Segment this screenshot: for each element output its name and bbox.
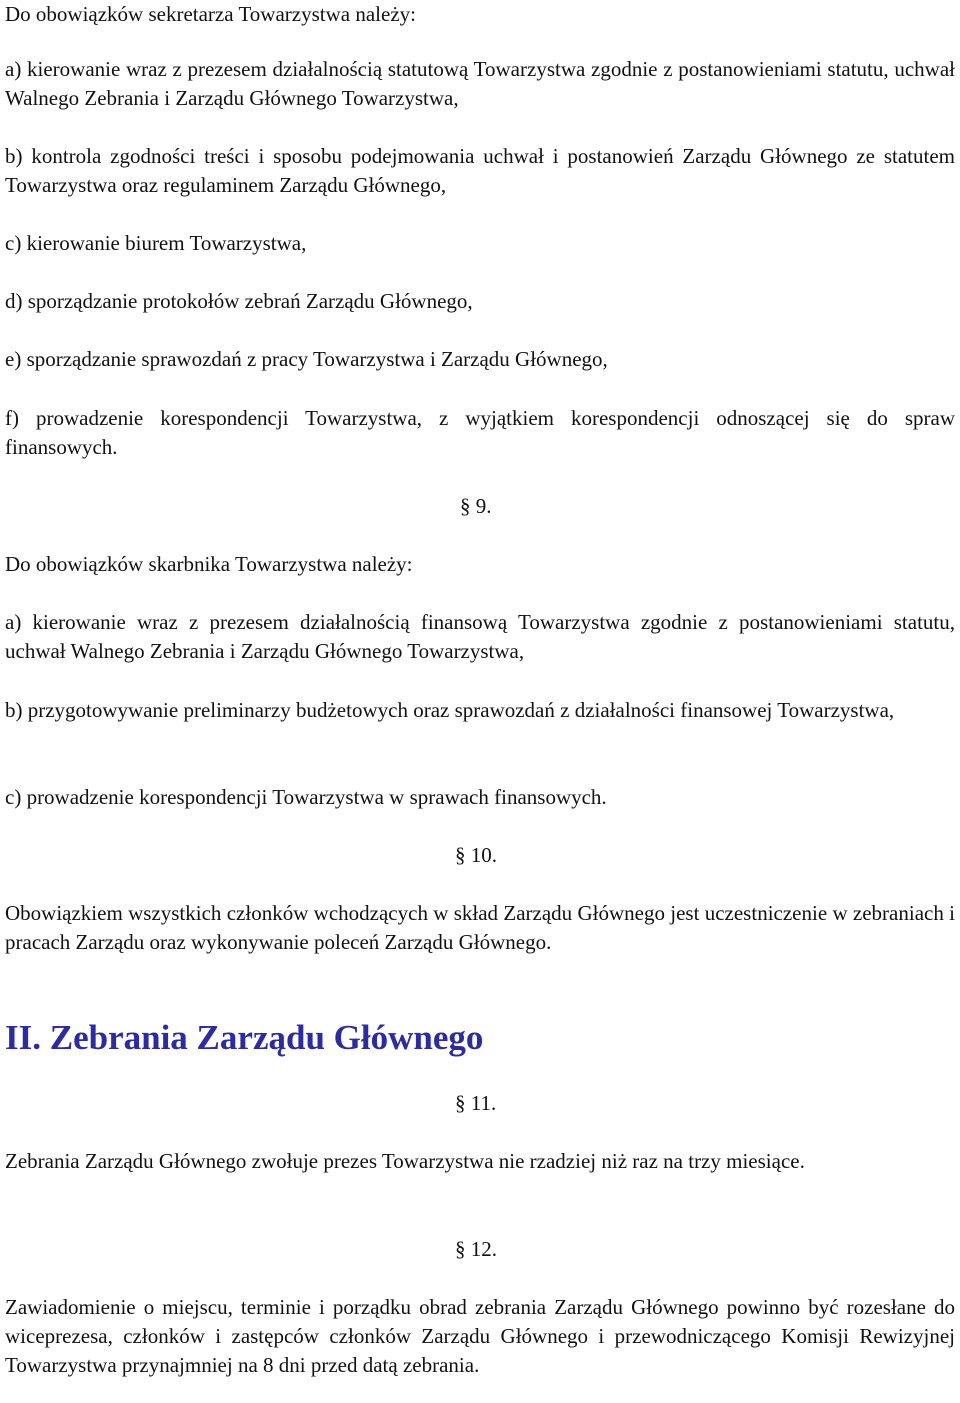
treasurer-duty-a: a) kierowanie wraz z prezesem działalnością finansową Towarzystwa zgodnie z postanowieniami statutu, uchwał Walnego Zebrania i Zarządu Głównego Towarzystwa, bbox=[5, 610, 955, 663]
paragraph-10-sign: § 10. bbox=[455, 843, 497, 867]
secretary-duties-intro: Do obowiązków sekretarza Towarzystwa należy: bbox=[5, 2, 416, 26]
paragraph-10-text: Obowiązkiem wszystkich członków wchodzących w skład Zarządu Głównego jest uczestniczenie w zebraniach i pracach Zarządu oraz wykonywanie poleceń Zarządu Głównego. bbox=[5, 901, 955, 954]
paragraph-12-sign: § 12. bbox=[455, 1237, 497, 1261]
paragraph-9-sign: § 9. bbox=[460, 494, 492, 518]
secretary-duty-e: e) sporządzanie sprawozdań z pracy Towarzystwa i Zarządu Głównego, bbox=[5, 347, 608, 371]
secretary-duty-c: c) kierowanie biurem Towarzystwa, bbox=[5, 231, 307, 255]
treasurer-duty-c: c) prowadzenie korespondencji Towarzystwa w sprawach finansowych. bbox=[5, 785, 607, 809]
chapter-heading: II. Zebrania Zarządu Głównego bbox=[5, 1018, 484, 1057]
secretary-duty-d: d) sporządzanie protokołów zebrań Zarządu Głównego, bbox=[5, 289, 473, 313]
paragraph-11-sign: § 11. bbox=[455, 1091, 497, 1115]
secretary-duty-a: a) kierowanie wraz z prezesem działalnością statutową Towarzystwa zgodnie z postanowieniami statutu, uchwał Walnego Zebrania i Zarządu Głównego Towarzystwa, bbox=[5, 57, 955, 110]
treasurer-duties-intro: Do obowiązków skarbnika Towarzystwa należy: bbox=[5, 552, 413, 576]
secretary-duty-b: b) kontrola zgodności treści i sposobu podejmowania uchwał i postanowień Zarządu Głównego ze statutem Towarzystwa oraz regulaminem Zarządu Głównego, bbox=[5, 144, 955, 197]
paragraph-12-text: Zawiadomienie o miejscu, terminie i porządku obrad zebrania Zarządu Głównego powinno być rozesłane do wiceprezesa, członków i zastępców członków Zarządu Głównego i przewodniczącego Komisji Rewizyjnej Towarzystwa przynajmniej na 8 dni przed datą zebrania. bbox=[5, 1295, 955, 1377]
paragraph-11-text: Zebrania Zarządu Głównego zwołuje prezes Towarzystwa nie rzadziej niż raz na trzy miesiące. bbox=[5, 1149, 805, 1173]
secretary-duty-f: f) prowadzenie korespondencji Towarzystwa, z wyjątkiem korespondencji odnoszącej się do spraw finansowych. bbox=[5, 406, 955, 459]
treasurer-duty-b: b) przygotowywanie preliminarzy budżetowych oraz sprawozdań z działalności finansowej Towarzystwa, bbox=[5, 698, 895, 722]
